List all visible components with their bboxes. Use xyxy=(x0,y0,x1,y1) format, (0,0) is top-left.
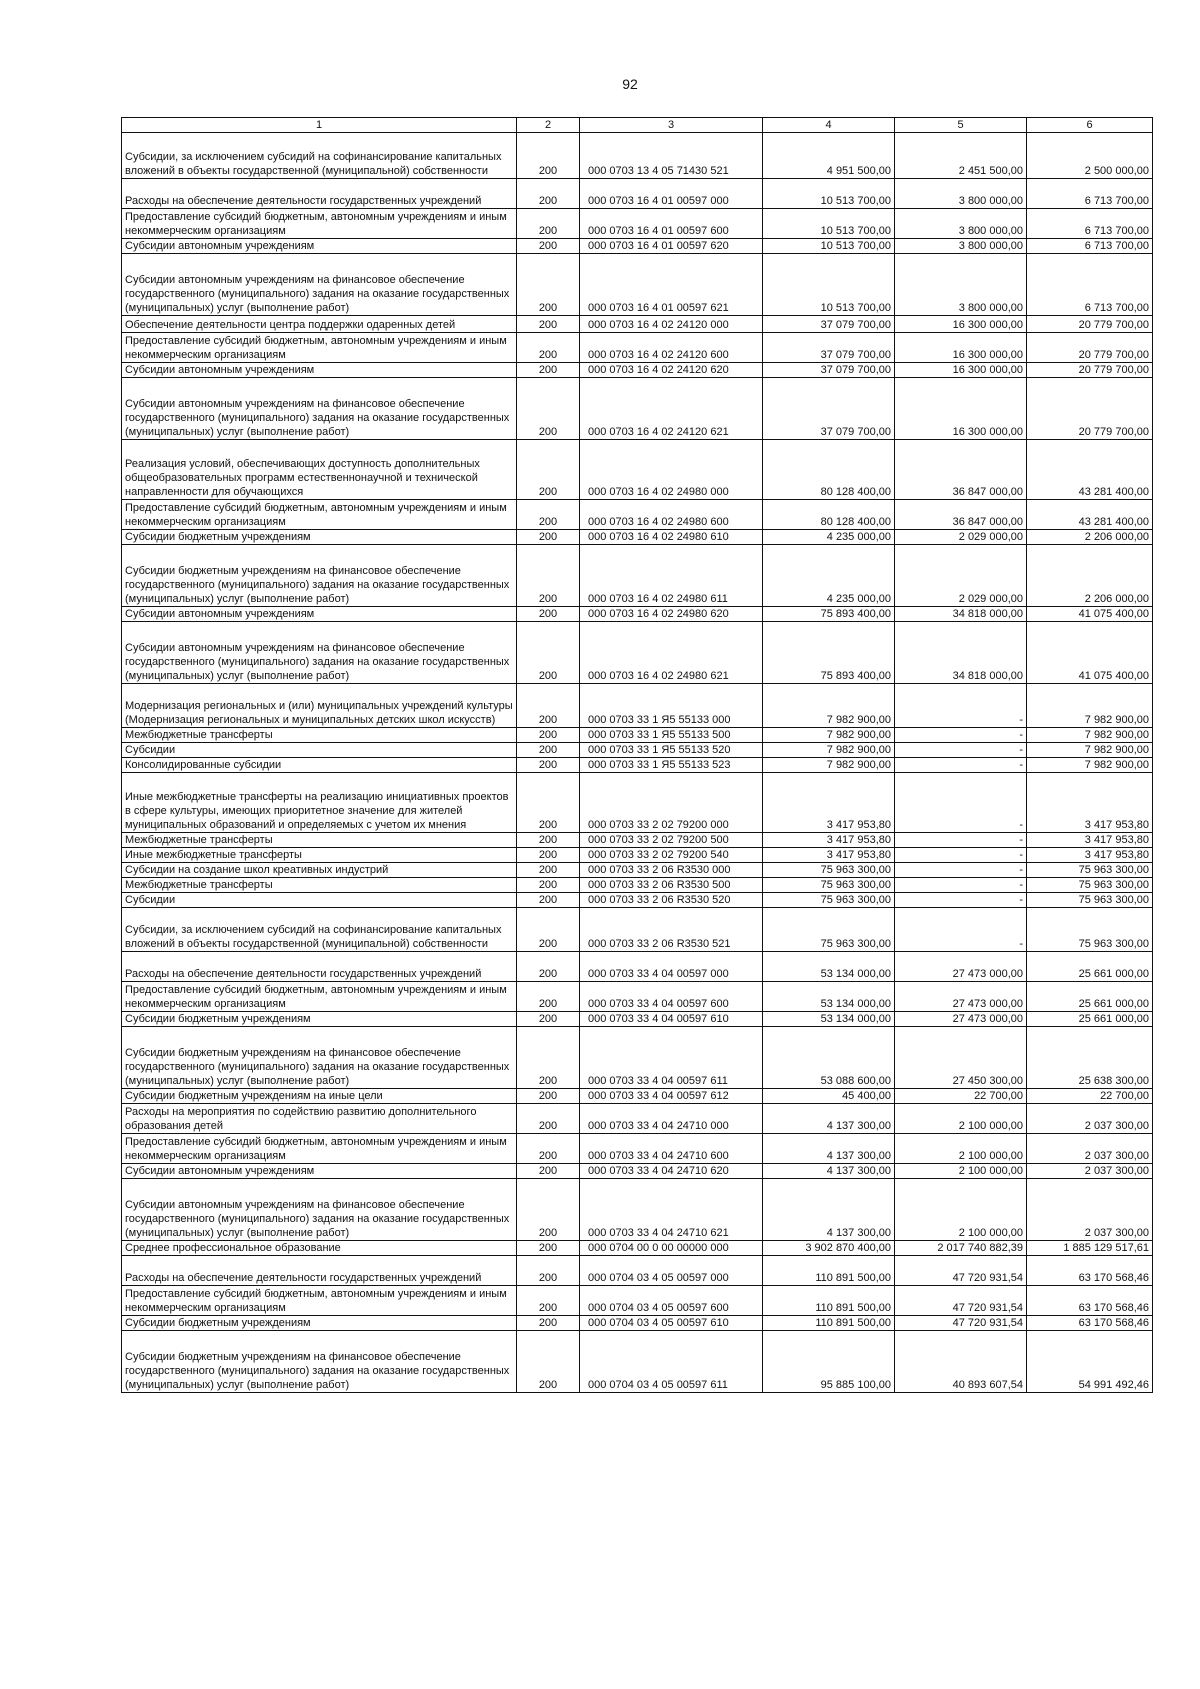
table-cell-col4: 7 982 900,00 xyxy=(763,728,895,743)
table-cell-code: 000 0703 16 4 02 24980 000 xyxy=(580,440,763,500)
table-cell-col4: 3 902 870 400,00 xyxy=(763,1241,895,1256)
table-cell-col4: 10 513 700,00 xyxy=(763,209,895,239)
table-cell-code: 000 0703 33 1 Я5 55133 500 xyxy=(580,728,763,743)
table-cell-col6: 63 170 568,46 xyxy=(1027,1316,1153,1331)
table-row xyxy=(122,1179,1153,1241)
table-row xyxy=(122,607,1153,622)
table-row xyxy=(122,728,1153,743)
table-cell-code: 000 0703 33 2 06 R3530 521 xyxy=(580,908,763,952)
table-cell-status: 200 xyxy=(517,1164,580,1179)
table-cell-name: Предоставление субсидий бюджетным, автономным учреждениям и иным некоммерческим организациям xyxy=(122,209,517,239)
table-cell-col4: 7 982 900,00 xyxy=(763,758,895,773)
table-row xyxy=(122,622,1153,684)
table-row xyxy=(122,1012,1153,1027)
table-cell-name: Субсидии бюджетным учреждениям на финансовое обеспечение государственного (муниципального) задания на оказание государственных (муниципальных) услуг (выполнение работ) xyxy=(122,545,517,607)
table-cell-name: Субсидии xyxy=(122,743,517,758)
table-cell-col6: 6 713 700,00 xyxy=(1027,254,1153,316)
table-row xyxy=(122,1164,1153,1179)
table-cell-status: 200 xyxy=(517,545,580,607)
table-cell-code: 000 0703 16 4 02 24120 620 xyxy=(580,363,763,378)
table-row xyxy=(122,209,1153,239)
table-cell-name: Среднее профессиональное образование xyxy=(122,1241,517,1256)
table-cell-status: 200 xyxy=(517,500,580,530)
table-cell-status: 200 xyxy=(517,239,580,254)
table-cell-status: 200 xyxy=(517,1104,580,1134)
table-row xyxy=(122,893,1153,908)
table-cell-col6: 6 713 700,00 xyxy=(1027,239,1153,254)
table-cell-col5: 16 300 000,00 xyxy=(895,378,1027,440)
table-row xyxy=(122,179,1153,209)
table-cell-col5: 2 029 000,00 xyxy=(895,545,1027,607)
table-row xyxy=(122,1241,1153,1256)
table-row xyxy=(122,133,1153,179)
table-cell-code: 000 0703 16 4 02 24980 621 xyxy=(580,622,763,684)
table-cell-name: Субсидии автономным учреждениям xyxy=(122,1164,517,1179)
table-cell-col4: 95 885 100,00 xyxy=(763,1331,895,1393)
table-cell-name: Расходы на обеспечение деятельности государственных учреждений xyxy=(122,952,517,982)
table-row xyxy=(122,378,1153,440)
table-cell-name: Субсидии автономным учреждениям xyxy=(122,239,517,254)
table-body xyxy=(122,133,1153,1393)
table-cell-col4: 4 235 000,00 xyxy=(763,530,895,545)
table-cell-code: 000 0703 33 4 04 00597 611 xyxy=(580,1027,763,1089)
table-cell-code: 000 0703 16 4 02 24120 600 xyxy=(580,333,763,363)
table-cell-name: Расходы на мероприятия по содействию развитию дополнительного образования детей xyxy=(122,1104,517,1134)
table-cell-col6: 2 037 300,00 xyxy=(1027,1164,1153,1179)
table-cell-col5: - xyxy=(895,773,1027,833)
table-cell-code: 000 0704 03 4 05 00597 000 xyxy=(580,1256,763,1286)
table-cell-col6: 22 700,00 xyxy=(1027,1089,1153,1104)
table-cell-name: Реализация условий, обеспечивающих доступность дополнительных общеобразовательных программ естественнонаучной и технической направленности для обучающихся xyxy=(122,440,517,500)
table-cell-code: 000 0703 16 4 02 24980 620 xyxy=(580,607,763,622)
table-cell-code: 000 0703 33 4 04 24710 600 xyxy=(580,1134,763,1164)
table-cell-col6: 75 963 300,00 xyxy=(1027,878,1153,893)
table-cell-col6: 25 661 000,00 xyxy=(1027,952,1153,982)
table-cell-name: Субсидии автономным учреждениям на финансовое обеспечение государственного (муниципального) задания на оказание государственных (муниципальных) услуг (выполнение работ) xyxy=(122,1179,517,1241)
table-cell-name: Субсидии на создание школ креативных индустрий xyxy=(122,863,517,878)
table-cell-col6: 2 500 000,00 xyxy=(1027,133,1153,179)
table-row xyxy=(122,530,1153,545)
table-cell-col5: 36 847 000,00 xyxy=(895,440,1027,500)
table-row xyxy=(122,1104,1153,1134)
table-cell-status: 200 xyxy=(517,982,580,1012)
table-cell-col5: 16 300 000,00 xyxy=(895,316,1027,333)
table-row xyxy=(122,254,1153,316)
table-row xyxy=(122,1316,1153,1331)
table-cell-col5: - xyxy=(895,684,1027,728)
table-cell-col6: 25 638 300,00 xyxy=(1027,1027,1153,1089)
table-cell-status: 200 xyxy=(517,440,580,500)
table-cell-col6: 43 281 400,00 xyxy=(1027,500,1153,530)
table-cell-status: 200 xyxy=(517,363,580,378)
table-cell-col6: 3 417 953,80 xyxy=(1027,848,1153,863)
table-row xyxy=(122,333,1153,363)
table-cell-col4: 3 417 953,80 xyxy=(763,833,895,848)
table-cell-code: 000 0703 16 4 02 24980 610 xyxy=(580,530,763,545)
table-cell-col5: 2 017 740 882,39 xyxy=(895,1241,1027,1256)
table-cell-name: Субсидии автономным учреждениям на финансовое обеспечение государственного (муниципального) задания на оказание государственных (муниципальных) услуг (выполнение работ) xyxy=(122,378,517,440)
table-cell-col6: 41 075 400,00 xyxy=(1027,607,1153,622)
table-cell-col5: 34 818 000,00 xyxy=(895,622,1027,684)
table-cell-status: 200 xyxy=(517,878,580,893)
table-cell-code: 000 0703 33 2 06 R3530 520 xyxy=(580,893,763,908)
table-cell-name: Субсидии бюджетным учреждениям на финансовое обеспечение государственного (муниципального) задания на оказание государственных (муниципальных) услуг (выполнение работ) xyxy=(122,1027,517,1089)
table-cell-col4: 37 079 700,00 xyxy=(763,316,895,333)
table-cell-name: Субсидии, за исключением субсидий на софинансирование капитальных вложений в объекты государственной (муниципальной) собственности xyxy=(122,908,517,952)
table-cell-code: 000 0703 33 2 02 79200 540 xyxy=(580,848,763,863)
table-cell-col5: 27 450 300,00 xyxy=(895,1027,1027,1089)
table-row xyxy=(122,982,1153,1012)
table-cell-code: 000 0703 16 4 01 00597 600 xyxy=(580,209,763,239)
table-cell-col4: 75 893 400,00 xyxy=(763,622,895,684)
table-cell-status: 200 xyxy=(517,1027,580,1089)
table-cell-col4: 4 137 300,00 xyxy=(763,1164,895,1179)
column-header-1: 1 xyxy=(122,118,517,133)
table-row xyxy=(122,1256,1153,1286)
table-cell-col4: 80 128 400,00 xyxy=(763,500,895,530)
table-cell-name: Модернизация региональных и (или) муниципальных учреждений культуры (Модернизация региональных и муниципальных детских школ искусств) xyxy=(122,684,517,728)
table-cell-name: Субсидии автономным учреждениям на финансовое обеспечение государственного (муниципального) задания на оказание государственных (муниципальных) услуг (выполнение работ) xyxy=(122,254,517,316)
table-cell-status: 200 xyxy=(517,1134,580,1164)
table-cell-col5: 27 473 000,00 xyxy=(895,952,1027,982)
table-cell-name: Предоставление субсидий бюджетным, автономным учреждениям и иным некоммерческим организациям xyxy=(122,1286,517,1316)
table-cell-code: 000 0703 16 4 02 24980 600 xyxy=(580,500,763,530)
table-cell-code: 000 0703 33 4 04 24710 621 xyxy=(580,1179,763,1241)
table-cell-name: Субсидии бюджетным учреждениям xyxy=(122,1012,517,1027)
table-row xyxy=(122,1286,1153,1316)
budget-table xyxy=(121,117,1153,1393)
table-cell-status: 200 xyxy=(517,1012,580,1027)
table-cell-status: 200 xyxy=(517,728,580,743)
table-cell-code: 000 0703 33 2 06 R3530 000 xyxy=(580,863,763,878)
table-cell-col4: 4 235 000,00 xyxy=(763,545,895,607)
table-cell-code: 000 0704 03 4 05 00597 610 xyxy=(580,1316,763,1331)
table-cell-status: 200 xyxy=(517,607,580,622)
table-cell-col6: 75 963 300,00 xyxy=(1027,863,1153,878)
table-cell-status: 200 xyxy=(517,848,580,863)
table-cell-col5: 27 473 000,00 xyxy=(895,982,1027,1012)
table-cell-col5: 16 300 000,00 xyxy=(895,363,1027,378)
table-row xyxy=(122,1027,1153,1089)
table-cell-code: 000 0703 33 4 04 24710 620 xyxy=(580,1164,763,1179)
table-row xyxy=(122,500,1153,530)
table-cell-col6: 41 075 400,00 xyxy=(1027,622,1153,684)
column-header-2: 2 xyxy=(517,118,580,133)
table-cell-col5: - xyxy=(895,728,1027,743)
table-cell-col5: - xyxy=(895,833,1027,848)
table-row xyxy=(122,773,1153,833)
table-row xyxy=(122,545,1153,607)
table-cell-code: 000 0703 33 4 04 00597 610 xyxy=(580,1012,763,1027)
table-cell-code: 000 0704 00 0 00 00000 000 xyxy=(580,1241,763,1256)
table-cell-status: 200 xyxy=(517,378,580,440)
table-cell-name: Субсидии автономным учреждениям xyxy=(122,607,517,622)
table-cell-name: Субсидии бюджетным учреждениям xyxy=(122,530,517,545)
table-cell-name: Иные межбюджетные трансферты xyxy=(122,848,517,863)
table-cell-col6: 3 417 953,80 xyxy=(1027,833,1153,848)
table-cell-name: Межбюджетные трансферты xyxy=(122,878,517,893)
column-header-3: 3 xyxy=(580,118,763,133)
table-cell-status: 200 xyxy=(517,863,580,878)
table-cell-col5: 2 100 000,00 xyxy=(895,1104,1027,1134)
table-cell-col6: 2 037 300,00 xyxy=(1027,1104,1153,1134)
table-cell-status: 200 xyxy=(517,622,580,684)
table-row xyxy=(122,316,1153,333)
table-cell-col6: 7 982 900,00 xyxy=(1027,743,1153,758)
table-cell-col4: 4 951 500,00 xyxy=(763,133,895,179)
table-row xyxy=(122,758,1153,773)
table-cell-col5: 36 847 000,00 xyxy=(895,500,1027,530)
column-header-6: 6 xyxy=(1027,118,1153,133)
table-cell-code: 000 0704 03 4 05 00597 611 xyxy=(580,1331,763,1393)
table-cell-col4: 75 963 300,00 xyxy=(763,908,895,952)
table-cell-col5: 16 300 000,00 xyxy=(895,333,1027,363)
table-cell-status: 200 xyxy=(517,893,580,908)
table-cell-status: 200 xyxy=(517,1179,580,1241)
table-cell-col5: 2 100 000,00 xyxy=(895,1164,1027,1179)
table-cell-name: Субсидии бюджетным учреждениям xyxy=(122,1316,517,1331)
table-cell-code: 000 0703 16 4 01 00597 621 xyxy=(580,254,763,316)
table-cell-col5: 47 720 931,54 xyxy=(895,1256,1027,1286)
table-cell-status: 200 xyxy=(517,1241,580,1256)
table-cell-col4: 110 891 500,00 xyxy=(763,1256,895,1286)
table-cell-col6: 43 281 400,00 xyxy=(1027,440,1153,500)
table-cell-code: 000 0703 33 1 Я5 55133 000 xyxy=(580,684,763,728)
table-row xyxy=(122,848,1153,863)
table-cell-name: Предоставление субсидий бюджетным, автономным учреждениям и иным некоммерческим организациям xyxy=(122,982,517,1012)
table-cell-col6: 2 206 000,00 xyxy=(1027,530,1153,545)
table-cell-code: 000 0703 33 1 Я5 55133 520 xyxy=(580,743,763,758)
table-cell-col5: 3 800 000,00 xyxy=(895,254,1027,316)
table-cell-col5: 2 100 000,00 xyxy=(895,1179,1027,1241)
table-cell-status: 200 xyxy=(517,1331,580,1393)
table-cell-name: Предоставление субсидий бюджетным, автономным учреждениям и иным некоммерческим организациям xyxy=(122,1134,517,1164)
table-cell-col4: 37 079 700,00 xyxy=(763,333,895,363)
table-cell-status: 200 xyxy=(517,1089,580,1104)
table-cell-code: 000 0703 33 1 Я5 55133 523 xyxy=(580,758,763,773)
table-cell-col6: 3 417 953,80 xyxy=(1027,773,1153,833)
table-cell-col6: 2 037 300,00 xyxy=(1027,1134,1153,1164)
table-cell-col6: 7 982 900,00 xyxy=(1027,758,1153,773)
table-cell-status: 200 xyxy=(517,684,580,728)
table-cell-status: 200 xyxy=(517,316,580,333)
table-cell-col6: 7 982 900,00 xyxy=(1027,684,1153,728)
table-cell-col4: 53 134 000,00 xyxy=(763,952,895,982)
table-cell-code: 000 0703 33 2 02 79200 500 xyxy=(580,833,763,848)
table-cell-col4: 10 513 700,00 xyxy=(763,239,895,254)
table-cell-status: 200 xyxy=(517,758,580,773)
table-cell-code: 000 0703 33 4 04 24710 000 xyxy=(580,1104,763,1134)
table-cell-col6: 75 963 300,00 xyxy=(1027,908,1153,952)
table-cell-code: 000 0703 16 4 01 00597 000 xyxy=(580,179,763,209)
table-cell-col5: 22 700,00 xyxy=(895,1089,1027,1104)
table-cell-status: 200 xyxy=(517,1256,580,1286)
table-cell-col6: 63 170 568,46 xyxy=(1027,1286,1153,1316)
table-row xyxy=(122,1089,1153,1104)
table-row xyxy=(122,239,1153,254)
table-cell-col4: 53 134 000,00 xyxy=(763,1012,895,1027)
table-cell-name: Субсидии автономным учреждениям xyxy=(122,363,517,378)
table-cell-col5: - xyxy=(895,863,1027,878)
table-row xyxy=(122,863,1153,878)
table-cell-code: 000 0703 33 2 02 79200 000 xyxy=(580,773,763,833)
table-cell-code: 000 0703 33 4 04 00597 000 xyxy=(580,952,763,982)
table-cell-col6: 7 982 900,00 xyxy=(1027,728,1153,743)
column-header-4: 4 xyxy=(763,118,895,133)
table-cell-col4: 75 963 300,00 xyxy=(763,878,895,893)
table-cell-col4: 10 513 700,00 xyxy=(763,254,895,316)
table-cell-col5: 3 800 000,00 xyxy=(895,209,1027,239)
table-cell-col6: 54 991 492,46 xyxy=(1027,1331,1153,1393)
table-header-row xyxy=(122,118,1153,133)
table-cell-col4: 7 982 900,00 xyxy=(763,743,895,758)
table-cell-col4: 4 137 300,00 xyxy=(763,1179,895,1241)
table-cell-col5: - xyxy=(895,893,1027,908)
table-cell-col5: 47 720 931,54 xyxy=(895,1316,1027,1331)
table-cell-col6: 63 170 568,46 xyxy=(1027,1256,1153,1286)
table-cell-col6: 25 661 000,00 xyxy=(1027,982,1153,1012)
table-cell-col4: 4 137 300,00 xyxy=(763,1104,895,1134)
table-cell-col5: 27 473 000,00 xyxy=(895,1012,1027,1027)
table-cell-status: 200 xyxy=(517,333,580,363)
table-cell-code: 000 0703 16 4 02 24120 621 xyxy=(580,378,763,440)
table-cell-name: Межбюджетные трансферты xyxy=(122,728,517,743)
table-cell-name: Субсидии автономным учреждениям на финансовое обеспечение государственного (муниципального) задания на оказание государственных (муниципальных) услуг (выполнение работ) xyxy=(122,622,517,684)
table-cell-col6: 2 206 000,00 xyxy=(1027,545,1153,607)
table-cell-status: 200 xyxy=(517,743,580,758)
table-cell-col5: - xyxy=(895,758,1027,773)
table-row xyxy=(122,684,1153,728)
table-cell-code: 000 0704 03 4 05 00597 600 xyxy=(580,1286,763,1316)
table-cell-col5: 3 800 000,00 xyxy=(895,179,1027,209)
table-cell-col6: 1 885 129 517,61 xyxy=(1027,1241,1153,1256)
table-cell-name: Расходы на обеспечение деятельности государственных учреждений xyxy=(122,179,517,209)
table-cell-name: Субсидии бюджетным учреждениям на иные цели xyxy=(122,1089,517,1104)
table-cell-name: Обеспечение деятельности центра поддержки одаренных детей xyxy=(122,316,517,333)
table-cell-col5: - xyxy=(895,743,1027,758)
table-row xyxy=(122,1134,1153,1164)
table-cell-status: 200 xyxy=(517,833,580,848)
table-row xyxy=(122,1331,1153,1393)
table-row xyxy=(122,952,1153,982)
table-cell-status: 200 xyxy=(517,254,580,316)
table-cell-col4: 37 079 700,00 xyxy=(763,378,895,440)
table-row xyxy=(122,440,1153,500)
table-cell-name: Субсидии xyxy=(122,893,517,908)
table-cell-col4: 110 891 500,00 xyxy=(763,1286,895,1316)
table-cell-col4: 7 982 900,00 xyxy=(763,684,895,728)
table-cell-name: Иные межбюджетные трансферты на реализацию инициативных проектов в сфере культуры, имеющих приоритетное значение для жителей муниципальных образований и определяемых с учетом их мнения xyxy=(122,773,517,833)
table-cell-name: Предоставление субсидий бюджетным, автономным учреждениям и иным некоммерческим организациям xyxy=(122,500,517,530)
table-cell-col5: 2 451 500,00 xyxy=(895,133,1027,179)
table-cell-col5: - xyxy=(895,878,1027,893)
table-cell-col6: 2 037 300,00 xyxy=(1027,1179,1153,1241)
table-cell-col6: 20 779 700,00 xyxy=(1027,333,1153,363)
table-cell-col4: 4 137 300,00 xyxy=(763,1134,895,1164)
table-cell-col6: 20 779 700,00 xyxy=(1027,378,1153,440)
table-cell-col5: 2 100 000,00 xyxy=(895,1134,1027,1164)
table-cell-status: 200 xyxy=(517,133,580,179)
table-cell-name: Субсидии бюджетным учреждениям на финансовое обеспечение государственного (муниципального) задания на оказание государственных (муниципальных) услуг (выполнение работ) xyxy=(122,1331,517,1393)
table-cell-col4: 3 417 953,80 xyxy=(763,773,895,833)
table-cell-status: 200 xyxy=(517,179,580,209)
table-row xyxy=(122,743,1153,758)
table-cell-status: 200 xyxy=(517,209,580,239)
table-cell-code: 000 0703 16 4 02 24120 000 xyxy=(580,316,763,333)
table-cell-status: 200 xyxy=(517,908,580,952)
table-cell-col6: 6 713 700,00 xyxy=(1027,209,1153,239)
table-cell-code: 000 0703 16 4 02 24980 611 xyxy=(580,545,763,607)
table-cell-status: 200 xyxy=(517,1286,580,1316)
table-cell-col5: 47 720 931,54 xyxy=(895,1286,1027,1316)
table-cell-col5: 2 029 000,00 xyxy=(895,530,1027,545)
table-cell-col5: 3 800 000,00 xyxy=(895,239,1027,254)
table-cell-col4: 53 134 000,00 xyxy=(763,982,895,1012)
table-cell-name: Консолидированные субсидии xyxy=(122,758,517,773)
table-cell-col6: 25 661 000,00 xyxy=(1027,1012,1153,1027)
table-cell-col6: 20 779 700,00 xyxy=(1027,363,1153,378)
table-row xyxy=(122,878,1153,893)
table-cell-col4: 37 079 700,00 xyxy=(763,363,895,378)
table-cell-col4: 45 400,00 xyxy=(763,1089,895,1104)
table-row xyxy=(122,833,1153,848)
table-cell-code: 000 0703 33 4 04 00597 600 xyxy=(580,982,763,1012)
table-cell-name: Межбюджетные трансферты xyxy=(122,833,517,848)
table-cell-col4: 75 963 300,00 xyxy=(763,863,895,878)
table-cell-code: 000 0703 16 4 01 00597 620 xyxy=(580,239,763,254)
table-cell-col6: 6 713 700,00 xyxy=(1027,179,1153,209)
table-cell-col4: 75 963 300,00 xyxy=(763,893,895,908)
table-cell-status: 200 xyxy=(517,952,580,982)
column-header-5: 5 xyxy=(895,118,1027,133)
page-number: 92 xyxy=(622,76,638,92)
table-cell-status: 200 xyxy=(517,1316,580,1331)
table-cell-col5: 40 893 607,54 xyxy=(895,1331,1027,1393)
table-cell-col4: 80 128 400,00 xyxy=(763,440,895,500)
table-cell-col6: 20 779 700,00 xyxy=(1027,316,1153,333)
table-cell-col6: 75 963 300,00 xyxy=(1027,893,1153,908)
table-cell-col4: 3 417 953,80 xyxy=(763,848,895,863)
table-row xyxy=(122,908,1153,952)
table-cell-col4: 10 513 700,00 xyxy=(763,179,895,209)
table-cell-col5: - xyxy=(895,908,1027,952)
table-row xyxy=(122,363,1153,378)
table-cell-col5: - xyxy=(895,848,1027,863)
table-cell-name: Субсидии, за исключением субсидий на софинансирование капитальных вложений в объекты государственной (муниципальной) собственности xyxy=(122,133,517,179)
table-cell-code: 000 0703 33 2 06 R3530 500 xyxy=(580,878,763,893)
table-cell-name: Предоставление субсидий бюджетным, автономным учреждениям и иным некоммерческим организациям xyxy=(122,333,517,363)
table-cell-col4: 75 893 400,00 xyxy=(763,607,895,622)
table-cell-col4: 53 088 600,00 xyxy=(763,1027,895,1089)
table-cell-code: 000 0703 33 4 04 00597 612 xyxy=(580,1089,763,1104)
table-cell-col4: 110 891 500,00 xyxy=(763,1316,895,1331)
table-cell-col5: 34 818 000,00 xyxy=(895,607,1027,622)
table-cell-status: 200 xyxy=(517,530,580,545)
table-cell-name: Расходы на обеспечение деятельности государственных учреждений xyxy=(122,1256,517,1286)
table-cell-status: 200 xyxy=(517,773,580,833)
table-cell-code: 000 0703 13 4 05 71430 521 xyxy=(580,133,763,179)
